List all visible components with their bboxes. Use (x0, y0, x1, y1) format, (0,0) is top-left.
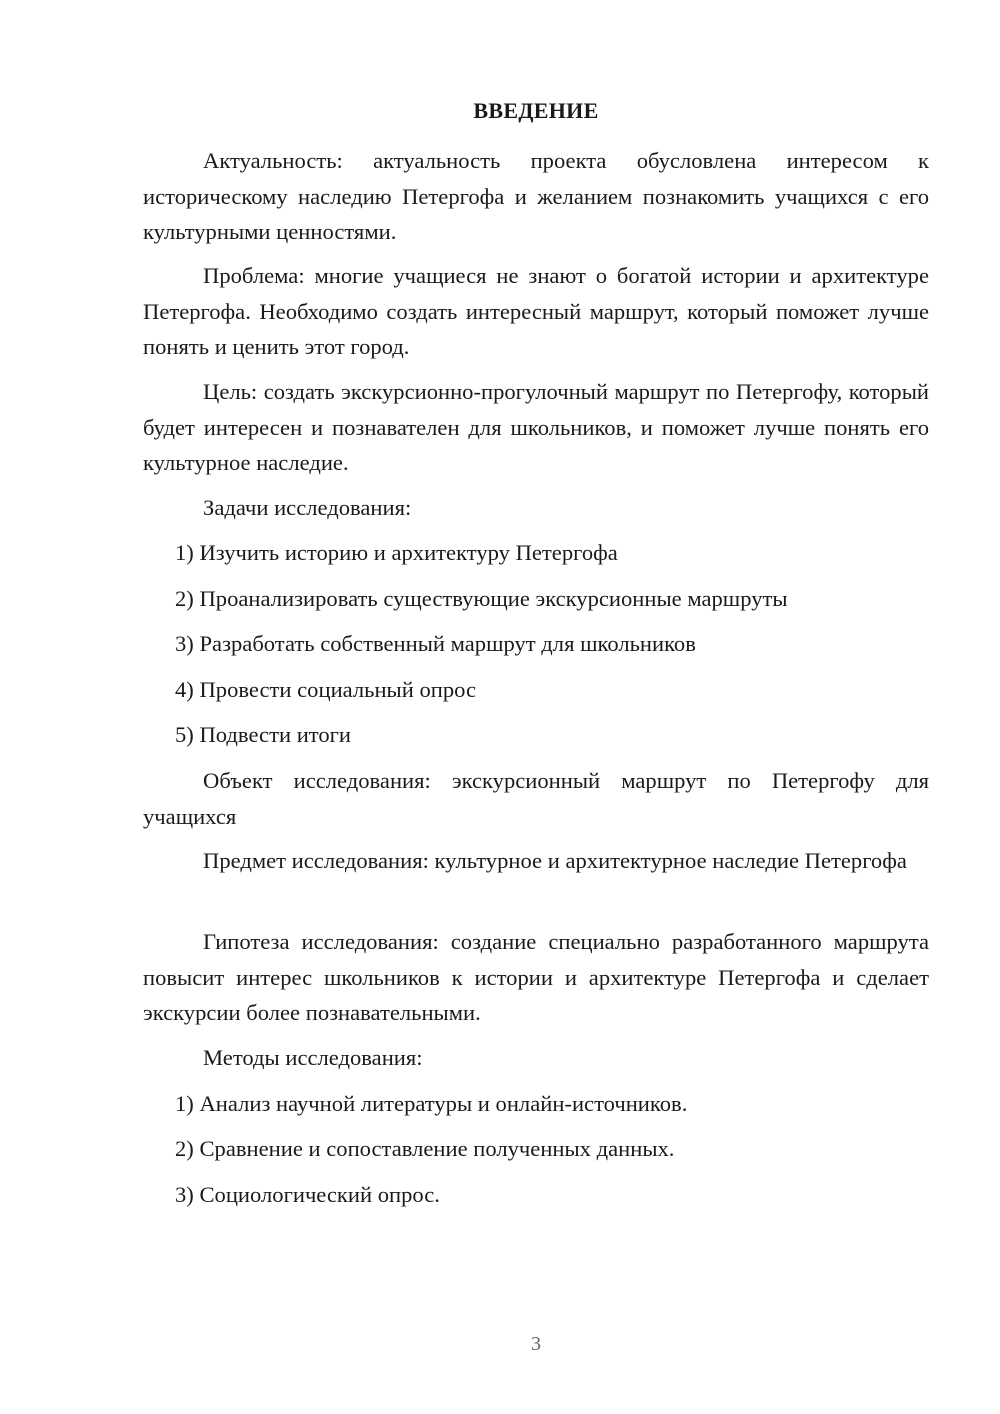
object-paragraph: Объект исследования: экскурсионный маршрут по Петергофу для учащихся (143, 768, 929, 829)
problem-paragraph: Проблема: многие учащиеся не знают о богатой истории и архитектуре Петергофа. Необходимо создать интересный маршрут, который поможет лучше понять и ценить этот город. (143, 263, 929, 359)
page-title: ВВЕДЕНИЕ (473, 98, 599, 123)
page-number: 3 (531, 1333, 541, 1355)
task-item: 1) Изучить историю и архитектуру Петергофа (175, 540, 618, 565)
tasks-heading: Задачи исследования: (203, 495, 412, 520)
relevance-paragraph: Актуальность: актуальность проекта обусловлена интересом к историческому наследию Петергофа и желанием познакомить учащихся с его культурными ценностями. (143, 148, 929, 244)
task-item: 2) Проанализировать существующие экскурсионные маршруты (175, 586, 788, 611)
task-item: 5) Подвести итоги (175, 722, 352, 747)
document-page (143, 0, 929, 1414)
task-item: 4) Провести социальный опрос (175, 677, 477, 702)
methods-heading: Методы исследования: (203, 1045, 423, 1070)
goal-paragraph: Цель: создать экскурсионно-прогулочный маршрут по Петергофу, который будет интересен и познавателен для школьников, и поможет лучше понять его культурное наследие. (143, 379, 929, 475)
method-item: 3) Социологический опрос. (175, 1182, 440, 1207)
hypothesis-paragraph: Гипотеза исследования: создание специально разработанного маршрута повысит интерес школьников к истории и архитектуре Петергофа и сделает экскурсии более познавательными. (143, 929, 929, 1025)
task-item: 3) Разработать собственный маршрут для школьников (175, 631, 696, 656)
method-item: 2) Сравнение и сопоставление полученных данных. (175, 1136, 675, 1161)
subject-paragraph: Предмет исследования: культурное и архитектурное наследие Петергофа (203, 848, 907, 873)
method-item: 1) Анализ научной литературы и онлайн-источников. (175, 1091, 688, 1116)
